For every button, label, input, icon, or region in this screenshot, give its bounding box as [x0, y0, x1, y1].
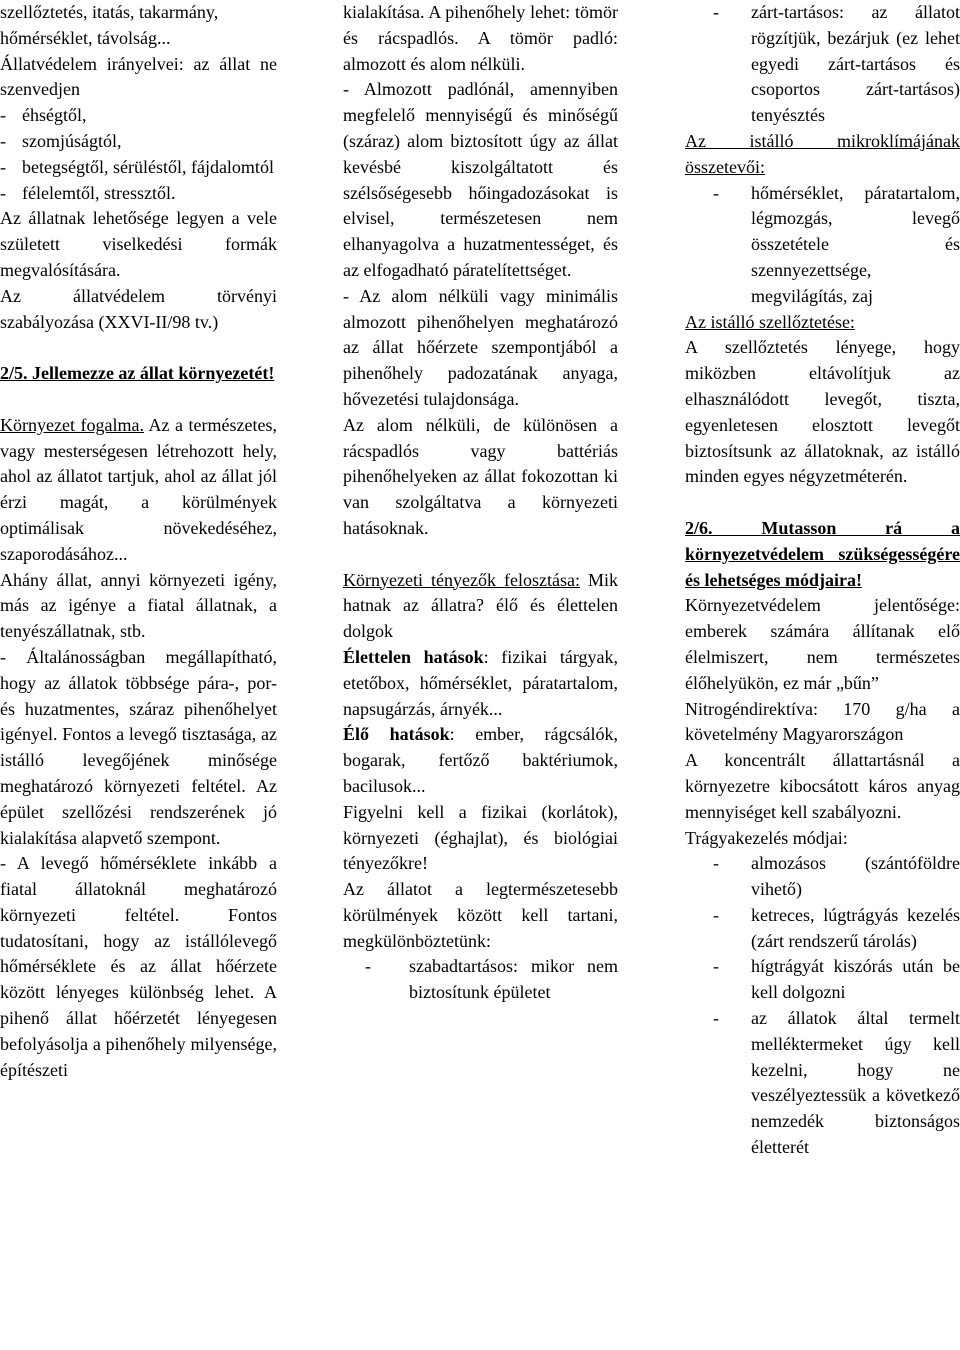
paragraph-rest-area: kialakítása. A pihenőhely lehet: tömör és rácspadlós. A tömör padló: almozott és alom nélküli. — [343, 2, 618, 74]
text-line: szellőztetés, itatás, takarmány, — [0, 2, 219, 22]
manure-label: Trágyakezelés módjai: — [685, 827, 848, 848]
column-2 — [343, 0, 618, 1006]
list-item: - szabadtartásos: mikor nem biztosítunk épületet — [365, 956, 618, 1003]
paragraph-law: Az állatvédelem törvényi szabályozása (XXVI-II/98 tv.) — [0, 285, 277, 332]
list-item: - éhségtől, — [0, 105, 87, 126]
paragraph-slatted: Az alom nélküli, de különösen a rácspadlós vagy battériás pihenőhelyeken az állat fokozottan ki van szolgáltatva a környezeti hatásoknak. — [343, 414, 618, 538]
paragraph-importance: Környezetvédelem jelentősége: emberek számára állítanak elő élelmiszert, nem természetes élőhelyükön, ez már „bűn” — [685, 595, 960, 693]
biotic-label: Élő hatások — [343, 724, 450, 745]
column-1 — [0, 0, 277, 1083]
text-line: hőmérséklet, távolság... — [0, 27, 171, 48]
paragraph-nitrate: Nitrogéndirektíva: 170 g/ha a követelmény Magyarországon — [685, 698, 960, 745]
abiotic-label: Élettelen hatások — [343, 646, 484, 667]
section-heading-2-6: 2/6. Mutasson rá a környezetvédelem szükségességére és lehetséges módjaira! — [685, 517, 960, 590]
list-item: - ketreces, lúgtrágyás kezelés (zárt rendszerű tárolás) — [713, 904, 960, 951]
list-item: - almozásos (szántóföldre vihető) — [713, 853, 960, 900]
paragraph-attention: Figyelni kell a fizikai (korlátok), környezeti (éghajlat), és biológiai tényezőkre! — [343, 801, 618, 874]
factors-label: Környezeti tényezők felosztása: — [343, 569, 580, 590]
env-label: Környezet fogalma. — [0, 414, 144, 435]
list-item: - hőmérséklet, páratartalom, légmozgás, levegő összetétele és szennyezettsége, megvilágítás, zaj — [713, 182, 960, 306]
list-item: - szomjúságtól, — [0, 130, 122, 151]
paragraph-general: - Általánosságban megállapítható, hogy az állatok többsége pára-, por- és huzatmentes, száraz pihenőhelyet igényel. Fontos a levegő tisztasága, az istálló levegőjének minősége meghatározó környezeti feltétel. Az épület szellőzési rendszerének jó kialakítása alapvető szempont. — [0, 646, 277, 848]
column-3 — [685, 0, 960, 1161]
paragraph-demand: Ahány állat, annyi környezeti igény, más az igénye a fiatal állatnak, a tenyészállatnak, stb. — [0, 569, 277, 642]
list-item: - zárt-tartásos: az állatot rögzítjük, bezárjuk (ez lehet egyedi zárt-tartásos és csoportos zárt-tartásos) tenyésztés — [713, 2, 960, 126]
paragraph-no-bedding: - Az alom nélküli vagy minimális almozott pihenőhelyen meghatározó az állat hőérzete szempontjából a pihenőhely padozatának anyaga, hővezetési tulajdonsága. — [343, 285, 618, 409]
paragraph-ventilation: A szellőztetés lényege, hogy miközben eltávolítjuk az elhasználódott levegőt, tiszta, egyenletesen elosztott levegőt biztosítsunk az állatoknak, az istálló minden egyes négyzetméterén. — [685, 337, 960, 487]
paragraph-temperature: - A levegő hőmérséklete inkább a fiatal állatoknál meghatározó környezeti feltétel. Fontos tudatosítani, hogy az istállólevegő hőmérséklete és az állat hőérzete között lényeges különbség lehet. A pihenő állat hőérzetét lényegesen befolyásolja a pihenőhely milyensége, építészeti — [0, 853, 277, 1080]
paragraph-environment-definition: Környezet fogalma. Az a természetes, vagy mesterségesen létrehozott hely, ahol az állatot tartjuk, ahol az állat jól érzi magát, a körülmények optimálisak növekedéséhez, szaporodásához... — [0, 414, 277, 564]
list-item: - félelemtől, stressztől. — [0, 182, 176, 203]
micro-climate-label: Az istálló mikroklímájának összetevői: — [685, 130, 960, 177]
paragraph-bedding: - Almozott padlónál, amennyiben megfelelő mennyiségű és minőségű (száraz) alom biztosított úgy az állat kevésbé kiszolgáltatott és szélsőségesebb hőingadozásokat is elvisel, természetesen nem elhanyagolva a huzatmentességet, és az elfogadható páratelítettséget. — [343, 79, 618, 280]
paragraph-natural: Az állatot a legtermészetesebb körülmények között kell tartani, megkülönböztetünk: — [343, 879, 618, 951]
paragraph-abiotic: Élettelen hatások: fizikai tárgyak, etetőbox, hőmérséklet, páratartalom, napsugárzás, árnyék... — [343, 646, 618, 719]
ventilation-label: Az istálló szellőztetése: — [685, 311, 855, 332]
paragraph-behaviour: Az állatnak lehetősége legyen a vele született viselkedési formák megvalósítására. — [0, 208, 277, 280]
section-heading-2-5: 2/5. Jellemezze az állat környezetét! — [0, 363, 275, 384]
list-item: - hígtrágyát kiszórás után be kell dolgozni — [713, 956, 960, 1003]
paragraph-welfare: Állatvédelem irányelvei: az állat ne szenvedjen — [0, 53, 277, 100]
list-item: - betegségtől, sérüléstől, fájdalomtól — [0, 156, 274, 177]
paragraph-concentrated: A koncentrált állattartásnál a környezetre kibocsátott káros anyag mennyiséget kell szabályozni. — [685, 750, 960, 822]
paragraph-biotic: Élő hatások: ember, rágcsálók, bogarak, fertőző baktériumok, bacilusok... — [343, 724, 618, 796]
list-item: - az állatok által termelt melléktermeket úgy kell kezelni, hogy ne veszélyeztessük a következő nemzedék biztonságos életterét — [713, 1008, 960, 1158]
paragraph-factors: Környezeti tényezők felosztása: Mik hatnak az állatra? élő és élettelen dolgok — [343, 569, 618, 642]
